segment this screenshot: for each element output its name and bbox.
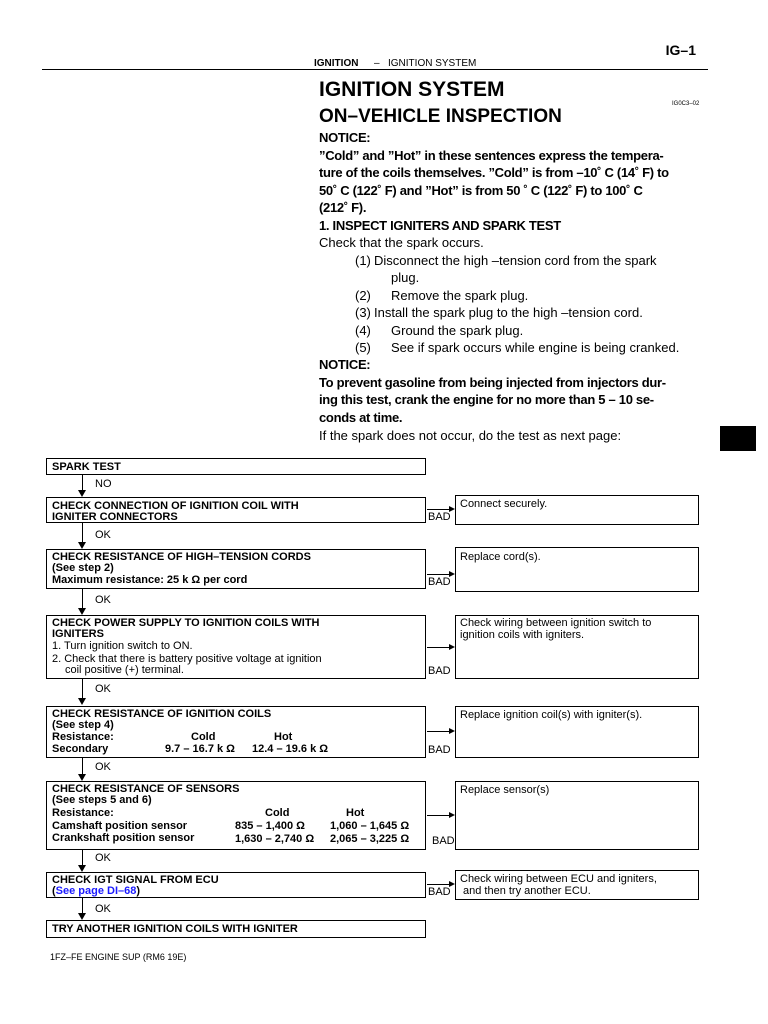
notice-line: ture of the coils themselves. ”Cold” is from –10˚ C (14˚ F) to bbox=[319, 165, 669, 180]
flow-remedy-box bbox=[455, 781, 699, 850]
flow-start-label: SPARK TEST bbox=[52, 461, 121, 473]
page-number: IG–1 bbox=[665, 42, 696, 58]
page-title: IGNITION SYSTEM bbox=[319, 78, 505, 101]
section-tab-marker bbox=[720, 426, 756, 451]
flow-remedy-text: and then try another ECU. bbox=[463, 885, 591, 897]
flow-step-text: Crankshaft position sensor bbox=[52, 832, 195, 844]
step-text: See if spark occurs while engine is being cranked. bbox=[391, 340, 680, 355]
ok-label: OK bbox=[95, 594, 111, 606]
flow-connector bbox=[427, 509, 449, 510]
step-number: (1) bbox=[355, 253, 371, 268]
flow-step-text: 1,060 – 1,645 Ω bbox=[330, 820, 410, 832]
down-arrow-icon bbox=[78, 774, 86, 781]
down-arrow-icon bbox=[78, 608, 86, 615]
flow-remedy-box bbox=[455, 615, 699, 679]
flow-step-text: (See step 2) bbox=[52, 562, 114, 574]
header-rule bbox=[42, 69, 708, 70]
flow-remedy-text: Connect securely. bbox=[460, 498, 548, 510]
down-arrow-icon bbox=[78, 913, 86, 920]
flow-step-text: Cold bbox=[191, 731, 216, 743]
flow-step-text: Hot bbox=[346, 807, 365, 819]
flow-remedy-box bbox=[455, 870, 699, 900]
flow-remedy-box bbox=[455, 706, 699, 758]
flow-step-box bbox=[46, 497, 426, 523]
flow-connector bbox=[427, 731, 449, 732]
flow-step-text: CHECK RESISTANCE OF SENSORS bbox=[52, 783, 240, 795]
section-intro: Check that the spark occurs. bbox=[319, 235, 484, 250]
down-arrow-icon bbox=[78, 698, 86, 705]
flow-step-box bbox=[46, 549, 426, 589]
flow-step-box bbox=[46, 706, 426, 758]
header-section: IGNITION bbox=[314, 58, 359, 69]
header-dash: – bbox=[374, 58, 380, 69]
step-number: (2) bbox=[355, 288, 371, 303]
flow-connector bbox=[82, 523, 83, 543]
flow-remedy-text: Check wiring between ignition switch to bbox=[460, 617, 652, 629]
flow-connector bbox=[427, 647, 449, 648]
down-arrow-icon bbox=[78, 542, 86, 549]
flow-step-text: Cold bbox=[265, 807, 290, 819]
step-number: (3) bbox=[355, 305, 371, 320]
flow-step-text: 2,065 – 3,225 Ω bbox=[330, 833, 410, 845]
bad-label: BAD bbox=[428, 511, 451, 523]
flow-remedy-text: Replace sensor(s) bbox=[460, 784, 550, 796]
flow-remedy-text: Check wiring between ECU and igniters, bbox=[460, 873, 657, 885]
flow-connector bbox=[82, 850, 83, 866]
flow-step-text: 9.7 – 16.7 k Ω bbox=[165, 743, 235, 755]
flow-remedy-text: Replace cord(s). bbox=[460, 551, 541, 563]
step-number: (4) bbox=[355, 323, 371, 338]
next-page-note: If the spark does not occur, do the test as next page: bbox=[319, 428, 622, 443]
paren-open: ( bbox=[52, 885, 56, 897]
flow-step-text: (See step 4) bbox=[52, 719, 114, 731]
flow-step-text: 1,630 – 2,740 Ω bbox=[235, 833, 315, 845]
footer-text: 1FZ–FE ENGINE SUP (RM6 19E) bbox=[50, 952, 187, 962]
step-text: Install the spark plug to the high –tension cord. bbox=[374, 305, 643, 320]
step-text: Disconnect the high –tension cord from the spark bbox=[374, 253, 657, 268]
down-arrow-icon bbox=[78, 490, 86, 497]
notice-label: NOTICE: bbox=[319, 357, 371, 372]
notice-line: conds at time. bbox=[319, 410, 403, 425]
down-arrow-icon bbox=[78, 865, 86, 872]
flow-step-text: Camshaft position sensor bbox=[52, 820, 188, 832]
bad-label: BAD bbox=[428, 744, 451, 756]
flow-remedy-text: ignition coils with igniters. bbox=[460, 629, 585, 641]
notice-line: ing this test, crank the engine for no more than 5 – 10 se- bbox=[319, 392, 654, 407]
flow-step-box bbox=[46, 615, 426, 679]
flow-step-text: coil positive (+) terminal. bbox=[65, 664, 184, 676]
flow-connector bbox=[427, 884, 449, 885]
section-heading: 1. INSPECT IGNITERS AND SPARK TEST bbox=[319, 218, 561, 233]
header-subsection: IGNITION SYSTEM bbox=[388, 58, 477, 69]
step-text: Ground the spark plug. bbox=[391, 323, 524, 338]
ok-label: OK bbox=[95, 683, 111, 695]
flow-connector bbox=[82, 898, 83, 914]
bad-label: BAD bbox=[428, 665, 451, 677]
flow-step-text: Maximum resistance: 25 k Ω per cord bbox=[52, 574, 248, 586]
bad-label: BAD bbox=[428, 886, 451, 898]
flow-remedy-box bbox=[455, 547, 699, 592]
flow-connector bbox=[427, 815, 449, 816]
flow-step-text: IGNITER CONNECTORS bbox=[52, 511, 178, 523]
notice-label: NOTICE: bbox=[319, 130, 371, 145]
flow-step-text bbox=[52, 886, 140, 897]
flow-end-label: TRY ANOTHER IGNITION COILS WITH IGNITER bbox=[52, 923, 298, 935]
flow-step-text: Resistance: bbox=[52, 731, 114, 743]
step-text: Remove the spark plug. bbox=[391, 288, 529, 303]
flow-step-text: (See steps 5 and 6) bbox=[52, 794, 152, 806]
step-text: plug. bbox=[391, 270, 420, 285]
flow-step-text: CHECK POWER SUPPLY TO IGNITION COILS WITH bbox=[52, 617, 320, 629]
flow-remedy-text: Replace ignition coil(s) with igniter(s). bbox=[460, 709, 643, 721]
ok-label: OK bbox=[95, 852, 111, 864]
flow-step-box bbox=[46, 781, 426, 850]
flow-step-text: Secondary bbox=[52, 743, 109, 755]
ok-label: OK bbox=[95, 529, 111, 541]
flow-step-text: CHECK RESISTANCE OF HIGH–TENSION CORDS bbox=[52, 551, 311, 563]
page-subtitle: ON–VEHICLE INSPECTION bbox=[319, 106, 562, 127]
flow-remedy-box bbox=[455, 495, 699, 525]
flow-connector bbox=[82, 679, 83, 699]
flow-step-text: IGNITERS bbox=[52, 628, 104, 640]
step-number: (5) bbox=[355, 340, 371, 355]
paren-close: ) bbox=[136, 885, 141, 897]
flow-step-text: Hot bbox=[274, 731, 293, 743]
ok-label: OK bbox=[95, 903, 111, 915]
notice-line: 50˚ C (122˚ F) and ”Hot” is from 50 ˚ C (122˚ F) to 100˚ C bbox=[319, 183, 643, 198]
notice-line: To prevent gasoline from being injected from injectors dur- bbox=[319, 375, 666, 390]
flow-start-box bbox=[46, 458, 426, 475]
flow-connector bbox=[427, 574, 449, 575]
flow-step-text: 835 – 1,400 Ω bbox=[235, 820, 305, 832]
document-code: IG0C3–02 bbox=[672, 101, 700, 107]
flow-connector bbox=[82, 475, 83, 491]
flow-step-text: CHECK CONNECTION OF IGNITION COIL WITH bbox=[52, 500, 299, 512]
see-page-link[interactable]: See page DI–68 bbox=[55, 885, 137, 897]
flow-step-box bbox=[46, 872, 426, 898]
flow-end-box bbox=[46, 920, 426, 938]
flow-connector bbox=[82, 758, 83, 775]
flow-step-text: Resistance: bbox=[52, 807, 114, 819]
notice-line: (212˚ F). bbox=[319, 200, 367, 215]
bad-label: BAD bbox=[428, 576, 451, 588]
notice-line: ”Cold” and ”Hot” in these sentences express the tempera- bbox=[319, 148, 664, 163]
flow-step-text: 2. Check that there is battery positive voltage at ignition bbox=[52, 653, 322, 665]
flow-step-text: 1. Turn ignition switch to ON. bbox=[52, 640, 193, 652]
ok-label: OK bbox=[95, 761, 111, 773]
flow-step-text: CHECK IGT SIGNAL FROM ECU bbox=[52, 874, 219, 886]
flow-step-text: CHECK RESISTANCE OF IGNITION COILS bbox=[52, 708, 272, 720]
flow-connector bbox=[82, 589, 83, 609]
flow-result-label: NO bbox=[95, 478, 112, 490]
bad-label: BAD bbox=[432, 835, 455, 847]
flow-step-text: 12.4 – 19.6 k Ω bbox=[252, 743, 329, 755]
